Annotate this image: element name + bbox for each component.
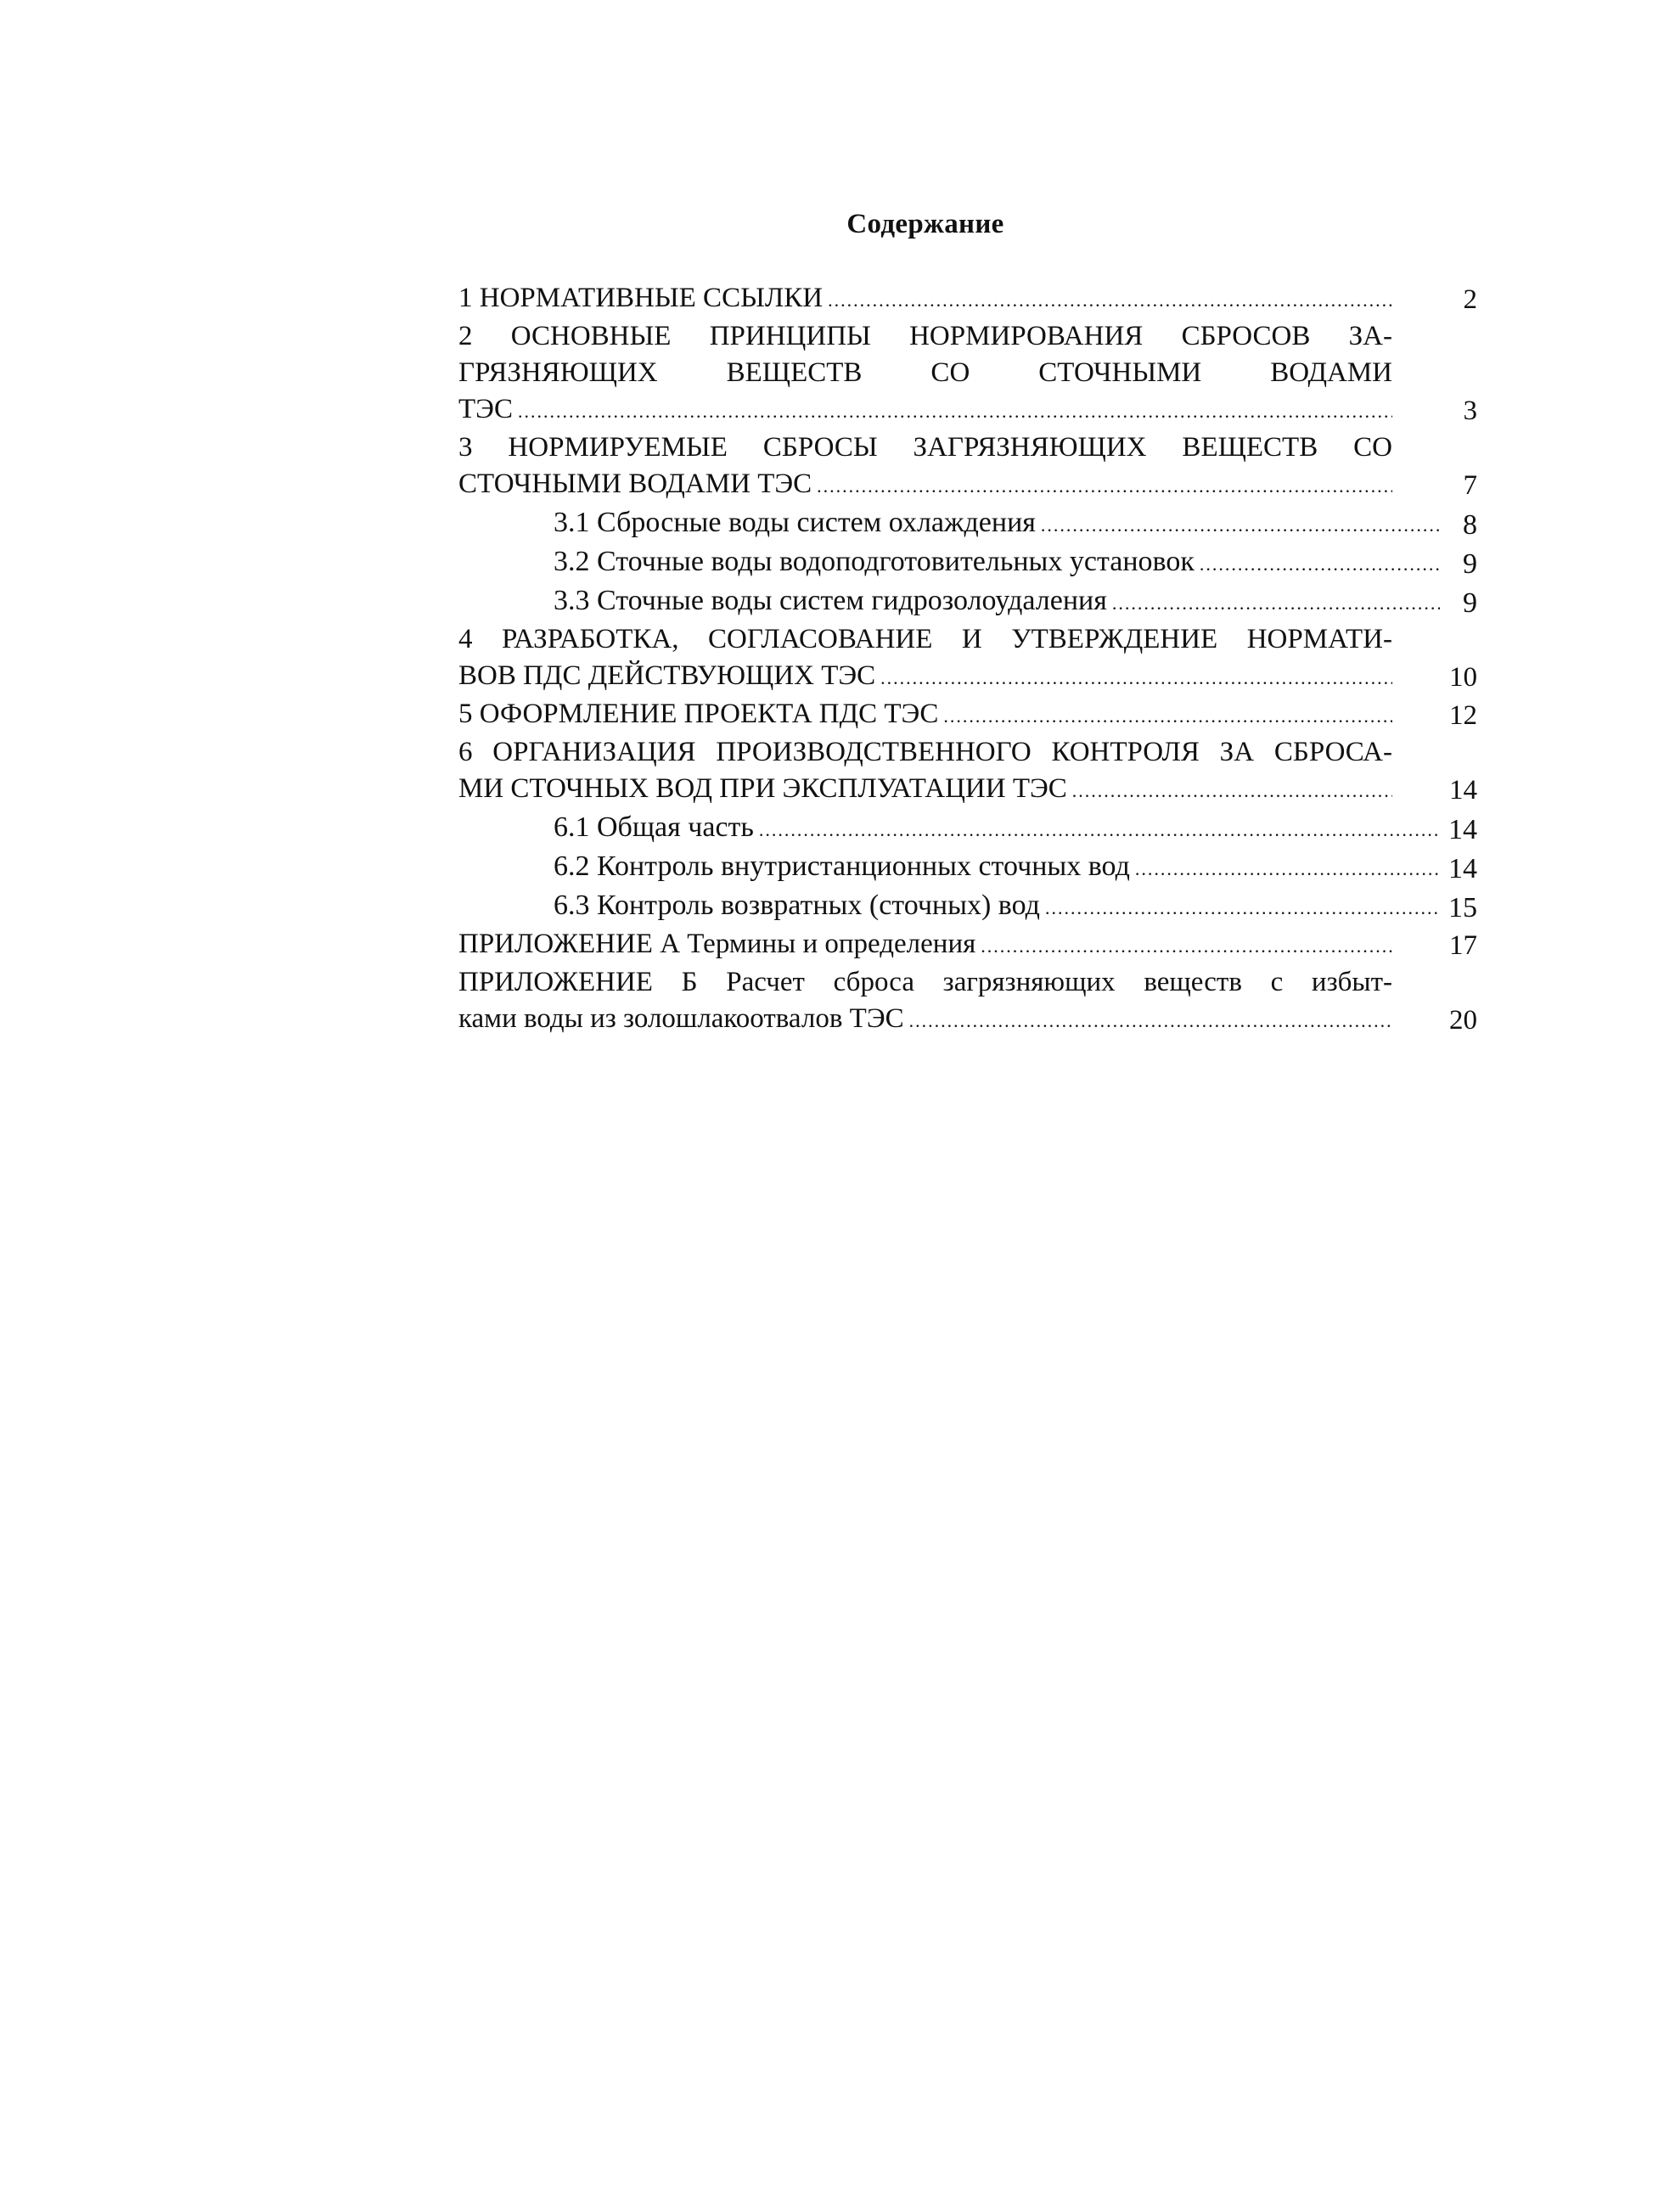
toc-entry-title: СТОЧНЫМИ ВОДАМИ ТЭС [458, 469, 812, 499]
dot-leader [1135, 851, 1440, 887]
toc-entry-line: 4 РАЗРАБОТКА, СОГЛАСОВАНИЕ И УТВЕРЖДЕНИЕ НОРМАТИ- [458, 624, 1392, 654]
dot-leader [909, 1002, 1392, 1039]
toc-page-number: 10 [1449, 662, 1477, 693]
dot-leader [943, 698, 1392, 734]
toc-entry-body [458, 621, 1392, 696]
toc-entry-body [506, 543, 1392, 582]
toc-entry-line: 2 ОСНОВНЫЕ ПРИНЦИПЫ НОРМИРОВАНИЯ СБРОСОВ ЗА- [458, 321, 1392, 351]
toc-entry-body [506, 887, 1392, 926]
dot-leader [981, 928, 1392, 964]
toc-entry [458, 543, 1477, 582]
toc-page-number: 3 [1463, 396, 1477, 426]
toc-entry [458, 848, 1477, 887]
toc-page-number: 7 [1463, 470, 1477, 501]
toc-entry [458, 582, 1477, 621]
toc-entry-title: ТЭС [458, 394, 513, 424]
toc-entry-title: ками воды из золошлакоотвалов ТЭС [458, 1003, 904, 1034]
toc-page-number: 9 [1463, 587, 1477, 619]
table-of-contents [458, 280, 1477, 1039]
toc-entry-body [458, 280, 1392, 318]
toc-entry-line: ПРИЛОЖЕНИЕ Б Расчет сброса загрязняющих веществ с избыт- [458, 967, 1392, 997]
toc-entry-body [506, 582, 1392, 621]
toc-entry-body [458, 318, 1392, 429]
toc-entry-line: 6 ОРГАНИЗАЦИЯ ПРОИЗВОДСТВЕННОГО КОНТРОЛЯ ЗА СБРОСА- [458, 737, 1392, 767]
dot-leader [1041, 507, 1440, 543]
toc-entry [458, 887, 1477, 926]
toc-entry [458, 504, 1477, 543]
toc-entry [458, 429, 1477, 504]
toc-entry-title: 6.3 Контроль возвратных (сточных) вод [554, 890, 1040, 921]
dot-leader [518, 393, 1392, 429]
toc-entry-body [458, 964, 1392, 1039]
toc-entry-title: 6.1 Общая часть [554, 811, 754, 843]
toc-entry-title: 3.1 Сбросные воды систем охлаждения [554, 507, 1036, 538]
toc-page-number: 9 [1463, 548, 1477, 580]
dot-leader [880, 660, 1392, 696]
toc-entry-title: 5 ОФОРМЛЕНИЕ ПРОЕКТА ПДС ТЭС [458, 699, 939, 729]
toc-title: Содержание [846, 209, 1004, 239]
toc-entry-title: ВОВ ПДС ДЕЙСТВУЮЩИХ ТЭС [458, 660, 876, 691]
dot-leader [1045, 890, 1440, 926]
dot-leader [828, 282, 1392, 318]
dot-leader [1112, 585, 1440, 621]
toc-entry-body [506, 848, 1392, 887]
toc-entry [458, 621, 1477, 696]
toc-entry [458, 696, 1477, 734]
toc-page-number: 14 [1449, 775, 1477, 806]
toc-page-number: 14 [1448, 814, 1477, 845]
toc-entry [458, 318, 1477, 429]
toc-entry-line: ГРЯЗНЯЮЩИХ ВЕЩЕСТВ СО СТОЧНЫМИ ВОДАМИ [458, 357, 1392, 388]
toc-page-number: 12 [1449, 700, 1477, 731]
toc-entry-body [458, 734, 1392, 809]
toc-page-number: 8 [1463, 509, 1477, 541]
toc-entry-body [458, 926, 1392, 964]
dot-leader [817, 468, 1392, 504]
toc-entry-body [506, 809, 1392, 848]
toc-entry-title: 1 НОРМАТИВНЫЕ ССЫЛКИ [458, 283, 824, 313]
toc-page-number: 20 [1449, 1005, 1477, 1036]
toc-page-number: 15 [1448, 892, 1477, 924]
toc-page-number: 14 [1448, 853, 1477, 884]
toc-entry [458, 734, 1477, 809]
toc-entry-title: 3.3 Сточные воды систем гидрозолоудаления [554, 585, 1107, 616]
toc-entry [458, 964, 1477, 1039]
toc-entry-body [506, 504, 1392, 543]
toc-entry-title: МИ СТОЧНЫХ ВОД ПРИ ЭКСПЛУАТАЦИИ ТЭС [458, 773, 1067, 804]
toc-page-number: 17 [1449, 930, 1477, 961]
toc-entry-title: 6.2 Контроль внутристанционных сточных вод [554, 851, 1130, 882]
toc-page-number: 2 [1463, 284, 1477, 315]
toc-entry-title: 3.2 Сточные воды водоподготовительных установок [554, 546, 1195, 577]
toc-entry-body [458, 696, 1392, 734]
dot-leader [1200, 546, 1440, 582]
toc-entry-body [458, 429, 1392, 504]
dot-leader [759, 811, 1440, 848]
toc-entry-line: 3 НОРМИРУЕМЫЕ СБРОСЫ ЗАГРЯЗНЯЮЩИХ ВЕЩЕСТВ СО [458, 432, 1392, 463]
toc-entry [458, 926, 1477, 964]
dot-leader [1072, 772, 1392, 809]
toc-entry [458, 280, 1477, 318]
toc-entry [458, 809, 1477, 848]
toc-entry-title: ПРИЛОЖЕНИЕ А Термины и определения [458, 929, 976, 959]
